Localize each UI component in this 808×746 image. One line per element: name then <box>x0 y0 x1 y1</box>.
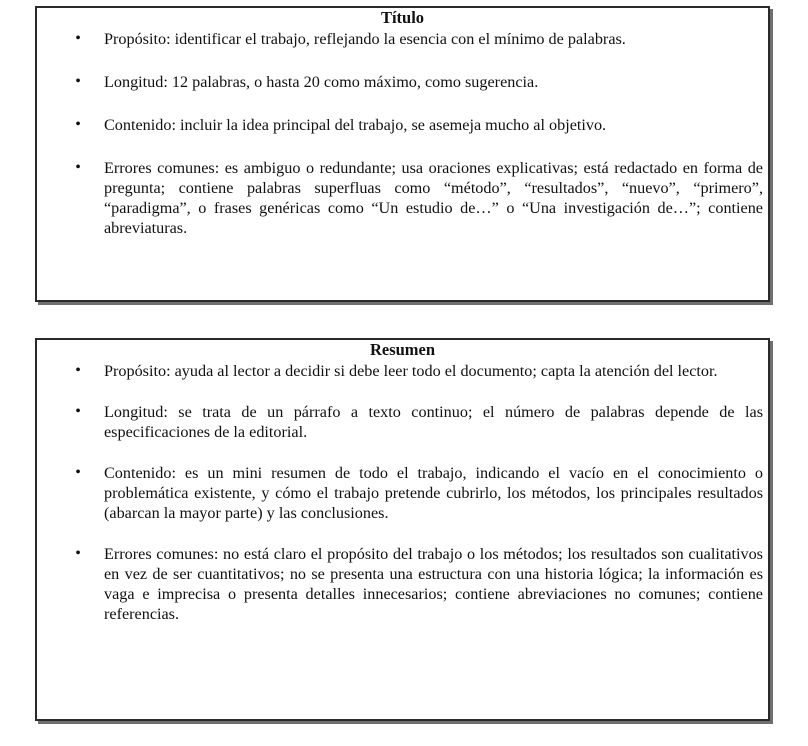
bullet-icon: • <box>75 464 81 481</box>
bullet-icon: • <box>75 159 81 176</box>
list-item <box>37 158 768 238</box>
bullet-icon: • <box>75 73 81 90</box>
item-text: Longitud: 12 palabras, o hasta 20 como máximo, como sugerencia. <box>104 73 539 91</box>
list-item <box>37 29 768 49</box>
titulo-heading: Título <box>380 8 425 27</box>
bullet-icon: • <box>75 403 81 420</box>
resumen-list <box>37 361 768 624</box>
item-text: Contenido: incluir la idea principal del trabajo, se asemeja mucho al objetivo. <box>104 116 607 134</box>
item-text: Longitud: se trata de un párrafo a texto continuo; el número de palabras depende de las especificaciones de la editorial. <box>104 403 763 441</box>
bullet-icon: • <box>75 30 81 47</box>
resumen-heading: Resumen <box>369 340 436 359</box>
list-item <box>37 544 768 624</box>
resumen-box <box>35 338 770 721</box>
list-item <box>37 72 768 92</box>
bullet-icon: • <box>75 116 81 133</box>
item-text: Errores comunes: no está claro el propósito del trabajo o los métodos; los resultados son cualitativos en vez de ser cuantitativos; no se presenta una estructura con una historia lógica; la información es vaga e imprecisa o presenta detalles innecesarios; contiene abreviaciones no comunes; contiene referencias. <box>104 545 763 623</box>
list-item <box>37 402 768 442</box>
titulo-list <box>37 29 768 238</box>
bullet-icon: • <box>75 362 81 379</box>
list-item <box>37 115 768 135</box>
item-text: Errores comunes: es ambiguo o redundante; usa oraciones explicativas; está redactado en forma de pregunta; contiene palabras superfluas como “método”, “resultados”, “nuevo”, “primero”, “paradigma”, o frases genéricas como “Un estudio de…” o “Una investigación de…”; contiene abreviaturas. <box>104 159 763 237</box>
list-item <box>37 463 768 523</box>
titulo-box <box>35 6 770 302</box>
list-item <box>37 361 768 381</box>
bullet-icon: • <box>75 545 81 562</box>
item-text: Contenido: es un mini resumen de todo el trabajo, indicando el vacío en el conocimiento o problemática existente, y cómo el trabajo pretende cubrirlo, los métodos, los principales resultados (abarcan la mayor parte) y las conclusiones. <box>104 464 763 522</box>
item-text: Propósito: identificar el trabajo, reflejando la esencia con el mínimo de palabras. <box>104 30 626 48</box>
item-text: Propósito: ayuda al lector a decidir si debe leer todo el documento; capta la atención del lector. <box>104 362 718 380</box>
